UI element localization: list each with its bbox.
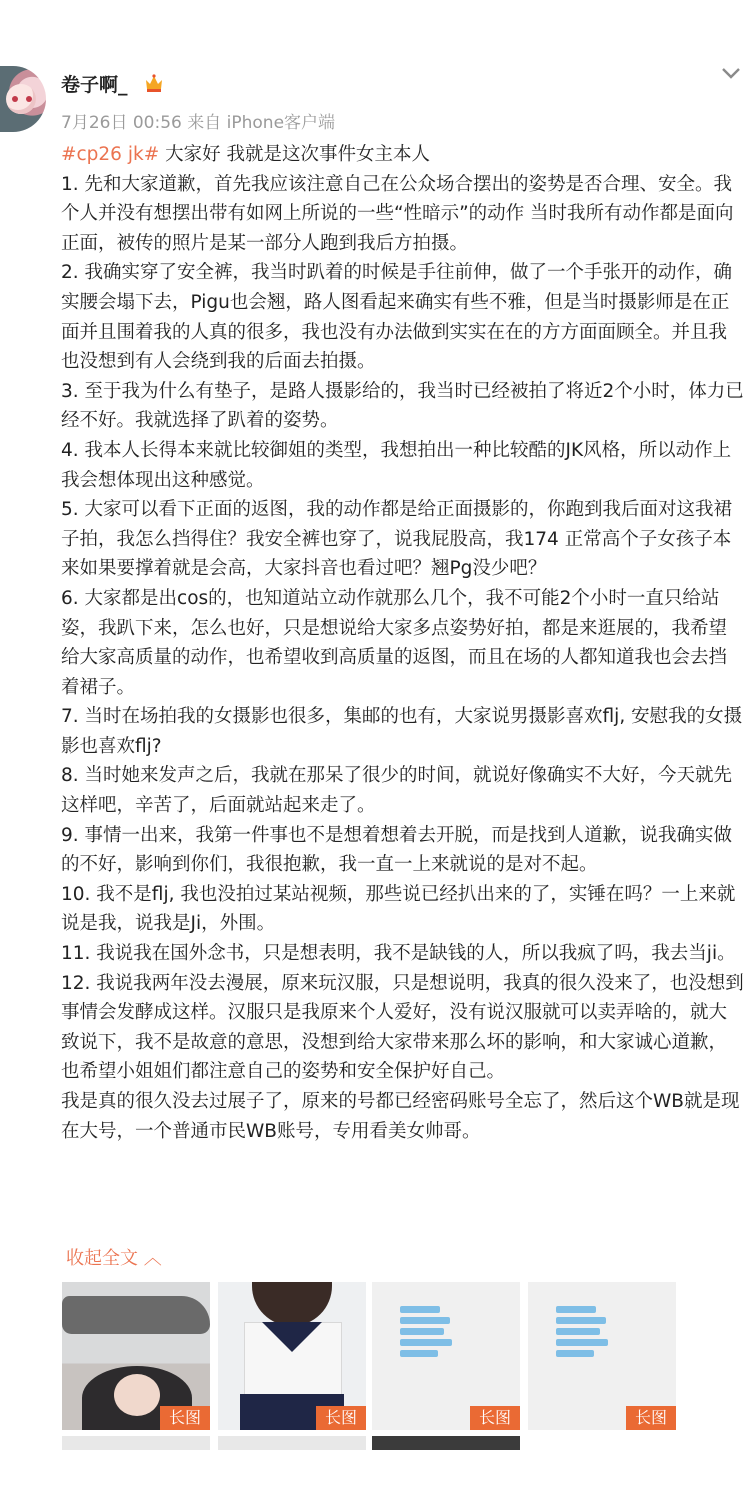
thumbnail-image[interactable] <box>218 1282 366 1430</box>
paragraph-4: 4. 我本人长得本来就比较御姐的类型，我想拍出一种比较酷的JK风格，所以动作上我会想体现出这种感觉。 <box>61 439 732 491</box>
thumbnail-image-partial[interactable] <box>372 1436 520 1450</box>
long-image-badge: 长图 <box>160 1406 210 1430</box>
paragraph-10: 10. 我不是flj, 我也没拍过某站视频，那些说已经扒出来的了，实锤在吗？一上来就说是我，说我是Ji，外围。 <box>61 883 736 935</box>
photo-shape <box>252 1282 332 1326</box>
paragraph-9: 9. 事情一出来，我第一件事也不是想着想着去开脱，而是找到人道歉，说我确实做的不好，影响到你们，我很抱歉，我一直一上来就说的是对不起。 <box>61 824 733 876</box>
paragraph-closing: 我是真的很久没去过展子了，原来的号都已经密码账号全忘了，然后这个WB就是现在大号，一个普通市民WB账号，专用看美女帅哥。 <box>61 1091 740 1142</box>
thumbnail-image[interactable] <box>528 1282 676 1430</box>
chat-line <box>400 1317 450 1324</box>
paragraph-12: 12. 我说我两年没去漫展，原来玩汉服，只是想说明，我真的很久没来了，也没想到事情会发酵成这样。汉服只是我原来个人爱好，没有说汉服就可以卖弄啥的，就大致说下，我不是故意的意思，没想到给大家带来那么坏的影响，和大家诚心道歉，也希望小姐姐们都注意自己的姿势和安全保护好自己。 <box>61 972 744 1083</box>
hashtag-link[interactable]: #cp26 jk# <box>61 144 160 165</box>
long-image-badge: 长图 <box>470 1406 520 1430</box>
paragraph-2: 2. 我确实穿了安全裤，我当时趴着的时候是手往前伸，做了一个手张开的动作，确实腰会塌下去，Pigu也会翘，路人图看起来确实有些不雅，但是当时摄影师是在正面并且围着我的人真的很多，我也没有办法做到实实在在的方方面面顾全。并且我也没想到有人会绕到我的后面去拍摄。 <box>61 262 733 373</box>
thumbnail-image[interactable] <box>372 1282 520 1430</box>
avatar-eye <box>26 96 32 102</box>
thumbnail-image[interactable] <box>62 1282 210 1430</box>
avatar-eye <box>12 96 18 102</box>
avatar[interactable] <box>0 66 46 132</box>
chat-line <box>556 1339 608 1346</box>
photo-shape <box>114 1374 160 1416</box>
chat-line <box>400 1350 438 1357</box>
paragraph-1: 1. 先和大家道歉，首先我应该注意自己在公众场合摆出的姿势是否合理、安全。我个人并没有想摆出带有如网上所说的一些“性暗示”的动作 当时我所有动作都是面向正面，被传的照片是某一部分人跑到我后方拍摄。 <box>61 173 734 254</box>
chat-line <box>556 1306 596 1313</box>
chat-line <box>400 1306 440 1313</box>
chevron-down-icon[interactable] <box>717 62 745 84</box>
chat-line <box>400 1339 452 1346</box>
intro-text: 大家好 我就是这次事件女主本人 <box>159 144 430 165</box>
thumbnail-image-partial[interactable] <box>218 1436 366 1450</box>
collapse-text-link[interactable]: 收起全文 ︿ <box>66 1248 162 1269</box>
paragraph-8: 8. 当时她来发声之后，我就在那呆了很少的时间，就说好像确实不大好，今天就先这样吧，辛苦了，后面就站起来走了。 <box>61 765 733 817</box>
paragraph-11: 11. 我说我在国外念书，只是想表明，我不是缺钱的人，所以我疯了吗，我去当ji。 <box>61 943 736 965</box>
long-image-badge: 长图 <box>316 1406 366 1430</box>
post-content <box>61 140 745 1146</box>
paragraph-6: 6. 大家都是出cos的，也知道站立动作就那么几个，我不可能2个小时一直只给站姿，我趴下来，怎么也好，只是想说给大家多点姿势好拍，都是来逛展的，我希望给大家高质量的动作，也希望收到高质量的返图，而且在场的人都知道我也会去挡着裙子。 <box>61 587 728 698</box>
paragraph-7: 7. 当时在场拍我的女摄影也很多，集邮的也有，大家说男摄影喜欢flj, 安慰我的女摄影也喜欢flj? <box>61 706 743 757</box>
chat-screenshot <box>380 1302 512 1357</box>
long-image-badge: 长图 <box>626 1406 676 1430</box>
chat-line <box>400 1328 444 1335</box>
chat-line <box>556 1328 600 1335</box>
post-intro <box>61 140 745 170</box>
chat-line <box>556 1350 594 1357</box>
chat-screenshot <box>536 1302 668 1357</box>
photo-shape <box>62 1296 210 1334</box>
chat-line <box>556 1317 606 1324</box>
paragraph-3: 3. 至于我为什么有垫子，是路人摄影给的，我当时已经被拍了将近2个小时，体力已经不好。我就选择了趴着的姿势。 <box>61 380 744 432</box>
post-meta: 7月26日 00:56 来自 iPhone客户端 <box>61 113 336 133</box>
paragraph-5: 5. 大家可以看下正面的返图，我的动作都是给正面摄影的，你跑到我后面对这我裙子拍，我怎么挡得住？我安全裤也穿了，说我屁股高，我174 正常高个子女孩子本来如果要撑着就是会高，大家抖音也看过吧？翘Pg没少吧？ <box>61 499 733 580</box>
vip-crown-icon <box>143 72 165 94</box>
username[interactable]: 卷子啊_ <box>61 74 128 96</box>
thumbnail-image-partial[interactable] <box>62 1436 210 1450</box>
